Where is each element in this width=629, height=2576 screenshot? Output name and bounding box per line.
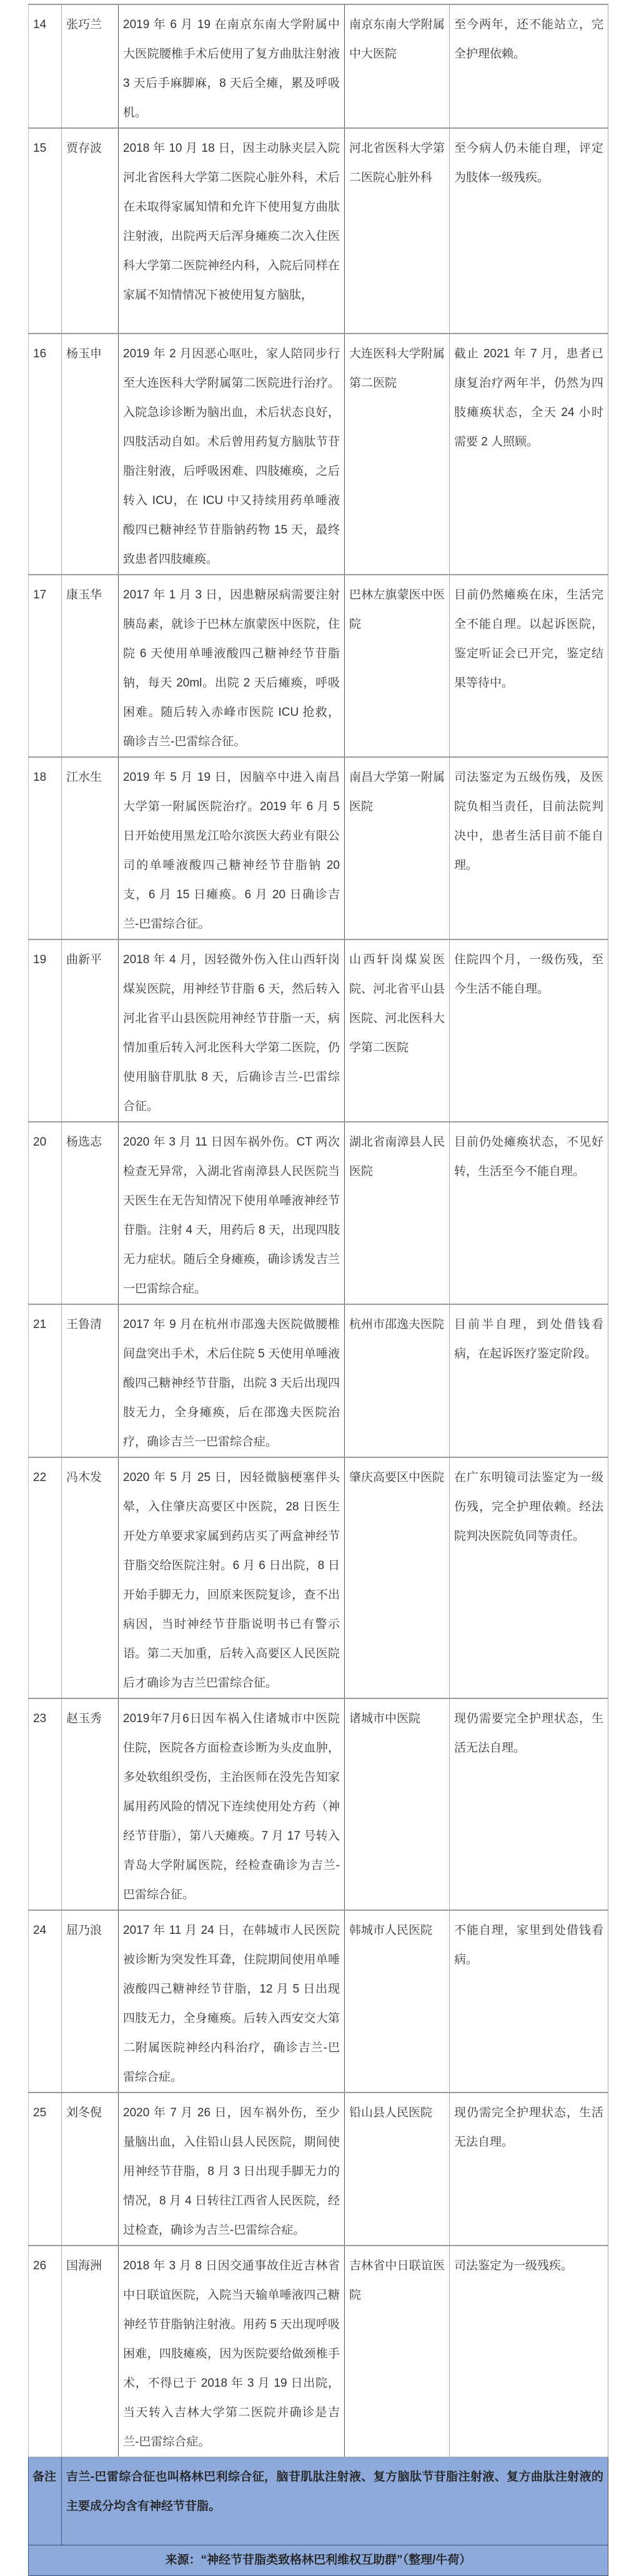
case-number: 23 xyxy=(29,1698,62,1910)
patient-name: 贾存波 xyxy=(62,128,119,334)
patient-name: 屈乃浪 xyxy=(62,1910,119,2093)
case-outcome: 现仍需完全护理状态，生活无法自理。 xyxy=(450,2093,608,2246)
case-description: 2018 年 4 月，因轻微外伤入住山西轩岗煤炭医院，用神经节苷脂 6 天，然后转入河北省平山县医院用神经节苷脂一天，病情加重后转入河北医科大学第二医院，仍使用脑苷肌肽 8 天，后确诊吉兰-巴雷综合征。 xyxy=(119,939,345,1122)
case-outcome: 目前半自理，到处借钱看病，在起诉医疗鉴定阶段。 xyxy=(450,1304,608,1457)
case-outcome: 目前仍然瘫痪在床，生活完全不能自理。以起诉医院，鉴定听证会已开完，鉴定结果等待中。 xyxy=(450,575,608,757)
case-description: 2018 年 10 月 18 日，因主动脉夹层入院河北省医科大学第二医院心脏外科，术后在未取得家属知情和允许下使用复方曲肽注射液，出院两天后浑身瘫痪二次入住医科大学第二医院神经内科，入院后同样在家属不知情情况下被使用复方脑肽， xyxy=(119,128,345,334)
case-number: 16 xyxy=(29,334,62,575)
hospital-name: 吉林省中日联谊医院 xyxy=(345,2246,450,2457)
table-row xyxy=(29,1457,608,1698)
hospital-name: 杭州市邵逸夫医院 xyxy=(345,1304,450,1457)
case-number: 18 xyxy=(29,757,62,939)
hospital-name: 南京东南大学附属中大医院 xyxy=(345,4,450,128)
patient-name: 冯木发 xyxy=(62,1457,119,1698)
patient-name: 杨选志 xyxy=(62,1122,119,1304)
table-row xyxy=(29,1304,608,1457)
case-description: 2020 年 3 月 11 日因车祸外伤。CT 两次检查无异常，入湖北省南漳县人民医院当天医生在无告知情况下使用单唾液神经节苷脂。注射 4 天，用药后 8 天，出现四肢无力症状。随后全身瘫痪，确诊诱发吉兰一巴雷综合症。 xyxy=(119,1122,345,1304)
table-row xyxy=(29,4,608,128)
patient-name: 赵玉秀 xyxy=(62,1698,119,1910)
source-row xyxy=(29,2545,608,2576)
table-row xyxy=(29,2093,608,2246)
case-number: 19 xyxy=(29,939,62,1122)
case-outcome: 现仍需要完全护理状态，生活无法自理。 xyxy=(450,1698,608,1910)
hospital-name: 山西轩岗煤炭医院、河北省平山县医院、河北医科大学第二医院 xyxy=(345,939,450,1122)
case-table xyxy=(28,4,608,2576)
case-outcome: 司法鉴定为一级残疾。 xyxy=(450,2246,608,2457)
case-description: 2019 年 6 月 19 在南京东南大学附属中大医院腰椎手术后使用了复方曲肽注射液 3 天后手麻脚麻，8 天后全瘫，累及呼吸机。 xyxy=(119,4,345,128)
case-table-body xyxy=(29,4,608,2576)
case-description: 2020 年 5 月 25 日，因轻微脑梗塞伴头晕，入住肇庆高要区中医院，28 日医生开处方单要求家属到药店买了两盒神经节苷脂交给医院注射。6 月 6 日出院，8 日开始手脚无力，回原来医院复诊，查不出病因，当时神经节苷脂说明书已有警示语。第二天加重，后转入高要区人民医院后才确诊为吉兰巴雷综合征。 xyxy=(119,1457,345,1698)
table-row xyxy=(29,1910,608,2093)
patient-name: 江水生 xyxy=(62,757,119,939)
case-description: 2019年7月6日因车祸入住诸城市中医院住院，医院各方面检查诊断为头皮血肿，多处软组织受伤，主治医师在没先告知家属用药风险的情况下连续使用处方药（神经节苷脂），第八天瘫痪。7 月 17 号转入青岛大学附属医院，经检查确诊为吉兰-巴雷综合征。 xyxy=(119,1698,345,1910)
note-row xyxy=(29,2457,608,2545)
hospital-name: 巴林左旗蒙医中医院 xyxy=(345,575,450,757)
case-description: 2019 年 2 月因恶心呕吐，家人陪同步行至大连医科大学附属第二医院进行治疗。入院急诊诊断为脑出血，术后状态良好，四肢活动自如。术后曾用药复方脑肽节苷脂注射液，后呼吸困难、四肢瘫痪，之后转入 ICU，在 ICU 中又持续用药单唾液酸四已糖神经节苷脂钠药物 15 天，最终致患者四肢瘫痪。 xyxy=(119,334,345,575)
table-row xyxy=(29,939,608,1122)
case-number: 20 xyxy=(29,1122,62,1304)
case-number: 17 xyxy=(29,575,62,757)
case-number: 25 xyxy=(29,2093,62,2246)
patient-name: 张巧兰 xyxy=(62,4,119,128)
case-number: 21 xyxy=(29,1304,62,1457)
table-row xyxy=(29,757,608,939)
hospital-name: 肇庆高要区中医院 xyxy=(345,1457,450,1698)
case-description: 2017 年 9 月在杭州市邵逸夫医院做腰椎间盘突出手术，术后住院 5 天使用单唾液酸四己糖神经节苷脂，出院 3 天后出现四肢无力，全身瘫痪，后在邵逸夫医院治疗，确诊吉兰一巴雷综合症。 xyxy=(119,1304,345,1457)
table-row xyxy=(29,334,608,575)
case-number: 26 xyxy=(29,2246,62,2457)
case-outcome: 目前仍处瘫痪状态，不见好转，生活至今不能自理。 xyxy=(450,1122,608,1304)
table-row xyxy=(29,128,608,334)
patient-name: 杨玉申 xyxy=(62,334,119,575)
hospital-name: 湖北省南漳县人民医院 xyxy=(345,1122,450,1304)
hospital-name: 大连医科大学附属第二医院 xyxy=(345,334,450,575)
note-text: 吉兰-巴雷综合征也叫格林巴利综合征，脑苷肌肽注射液、复方脑肽节苷脂注射液、复方曲肽注射液的主要成分均含有神经节苷脂。 xyxy=(62,2457,608,2545)
patient-name: 王鲁清 xyxy=(62,1304,119,1457)
table-row xyxy=(29,1698,608,1910)
table-row xyxy=(29,1122,608,1304)
hospital-name: 南昌大学第一附属医院 xyxy=(345,757,450,939)
case-outcome: 在广东明镜司法鉴定为一级伤残，完全护理依赖。经法院判决医院负同等责任。 xyxy=(450,1457,608,1698)
case-number: 14 xyxy=(29,4,62,128)
case-outcome: 司法鉴定为五级伤残，及医院负相当责任，目前法院判决中，患者生活目前不能自理。 xyxy=(450,757,608,939)
patient-name: 国海洲 xyxy=(62,2246,119,2457)
note-label: 备注 xyxy=(29,2457,62,2545)
hospital-name: 河北省医科大学第二医院心脏外科 xyxy=(345,128,450,334)
case-outcome: 不能自理，家里到处借钱看病。 xyxy=(450,1910,608,2093)
case-outcome: 截止 2021 年 7 月，患者已康复治疗两年半，仍然为四肢瘫痪状态，全天 24 小时需要 2 人照顾。 xyxy=(450,334,608,575)
case-description: 2020 年 7 月 26 日，因车祸外伤，至少量脑出血，入住铅山县人民医院，期间使用神经节苷脂，8 月 3 日出现手脚无力的情况，8 月 4 日转往江西省人民医院，经过检查，确诊为吉兰-巴雷综合症。 xyxy=(119,2093,345,2246)
patient-name: 曲新平 xyxy=(62,939,119,1122)
case-description: 2017 年 1 月 3 日，因患糖尿病需要注射胰岛素，就诊于巴林左旗蒙医中医院，住院 6 天使用单唾液酸四己糖神经节苷脂钠，每天 20ml。出院 2 天后瘫痪，呼吸困难。随后转入赤峰市医院 ICU 抢救，确诊吉兰-巴雷综合征。 xyxy=(119,575,345,757)
hospital-name: 铅山县人民医院 xyxy=(345,2093,450,2246)
table-row xyxy=(29,575,608,757)
case-outcome: 至今两年，还不能站立，完全护理依赖。 xyxy=(450,4,608,128)
case-description: 2017 年 11 月 24 日，在韩城市人民医院被诊断为突发性耳聋，住院期间使用单唾液酸四己糖神经节苷脂，12 月 5 日出现四肢无力，全身瘫痪。后转入西安交大第二附属医院神经内科治疗，确诊吉兰-巴雷综合症。 xyxy=(119,1910,345,2093)
hospital-name: 诸城市中医院 xyxy=(345,1698,450,1910)
case-number: 22 xyxy=(29,1457,62,1698)
case-outcome: 住院四个月，一级伤残，至今生活不能自理。 xyxy=(450,939,608,1122)
hospital-name: 韩城市人民医院 xyxy=(345,1910,450,2093)
case-number: 15 xyxy=(29,128,62,334)
patient-name: 康玉华 xyxy=(62,575,119,757)
table-row xyxy=(29,2246,608,2457)
case-number: 24 xyxy=(29,1910,62,2093)
case-description: 2018 年 3 月 8 日因交通事故住近吉林省中日联谊医院，入院当天输单唾液四己糖神经节苷脂钠注射液。用药 5 天出现呼吸困难，四肢瘫痪，因为医院要给做颈椎手术，不得已于 2018 年 3 月 19 日出院，当天转入吉林大学第二医院并确诊是吉兰-巴雷综合症。 xyxy=(119,2246,345,2457)
case-description: 2019 年 5 月 19 日，因脑卒中进入南昌大学第一附属医院治疗。2019 年 6 月 5 日开始使用黑龙江哈尔滨医大药业有限公司的单唾液酸四己糖神经节苷脂钠 20 支，6 月 15 日瘫痪。6 月 20 日确诊吉兰-巴雷综合征。 xyxy=(119,757,345,939)
case-outcome: 至今病人仍未能自理，评定为肢体一级残疾。 xyxy=(450,128,608,334)
patient-name: 刘冬倪 xyxy=(62,2093,119,2246)
source-credit: 来源：“神经节苷脂类致格林巴利维权互助群”（整理/牛荷） xyxy=(29,2545,608,2576)
